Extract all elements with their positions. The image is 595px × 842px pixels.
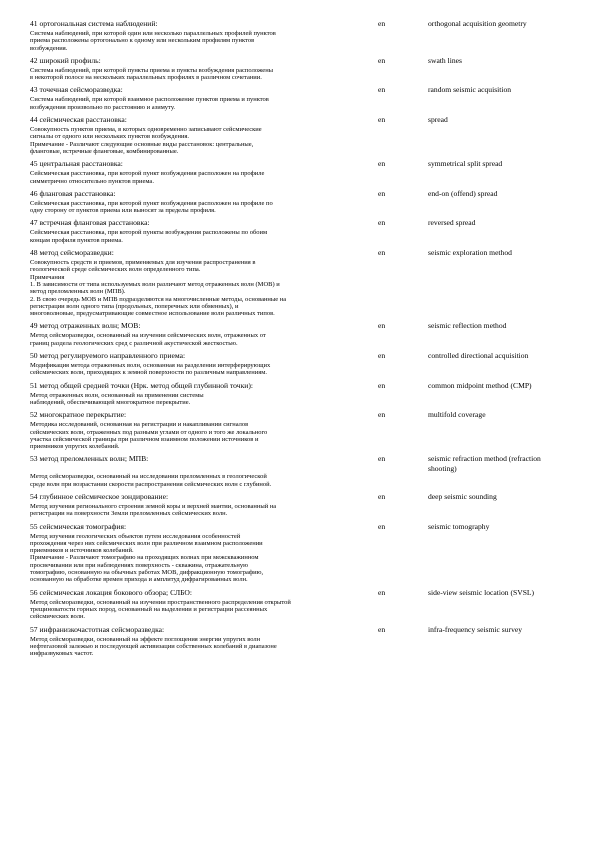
definition-line: метод преломленных волн (МПВ).: [30, 288, 126, 296]
term-title: 42 широкий профиль:: [30, 55, 101, 65]
definition-line: участка сейсмической границы при различном взаимном положении источников и: [30, 435, 259, 443]
glossary-entry: [30, 247, 570, 317]
term-definition: [30, 332, 374, 347]
definition-line: регистрации волн одного типа (продольных, поперечных или обменных), и: [30, 302, 239, 310]
language-code: en: [378, 115, 386, 125]
glossary-entry: [30, 158, 570, 185]
definition-line: возбуждения.: [30, 44, 68, 52]
english-equivalent: end-on (offend) spread: [428, 188, 498, 198]
definition-line: сейсмических волн.: [30, 613, 86, 621]
glossary-entry: [30, 380, 570, 407]
english-equivalent: seismic exploration method: [428, 248, 512, 258]
definition-line: просвечивании или при наблюдениях поверхность - скважина, отражательную: [30, 561, 248, 569]
entry-heading-row: [30, 217, 570, 229]
definition-line: основанную на обработке времен прихода и амплитуд дифрагированных волн.: [30, 576, 248, 584]
definition-line: одну сторону от пунктов приема или выносят за пределы профиля.: [30, 207, 216, 215]
term-title: 49 метод отраженных волн; МОВ:: [30, 321, 141, 331]
definition-line: наблюдений, обеспечивающей многократное перекрытие.: [30, 398, 191, 406]
entry-heading-row: [30, 521, 570, 533]
term-title: 45 центральная расстановка:: [30, 159, 123, 169]
term-definition: [30, 533, 374, 584]
term-title: 57 инфранизкочастотная сейсморазведка:: [30, 624, 165, 634]
entry-heading-row: [30, 18, 570, 30]
definition-line: 2. В свою очередь МОВ и МПВ подразделяются на многочисленные методы, основанные на: [30, 295, 287, 303]
language-code: en: [378, 380, 386, 390]
glossary-entry: [30, 409, 570, 450]
english-equivalent: symmetrical split spread: [428, 159, 503, 169]
glossary-entry: [30, 18, 570, 52]
term-definition: [30, 392, 374, 407]
definition-line: Совокупность пунктов приема, в которых одновременно записывают сейсмические: [30, 126, 262, 134]
definition-line: Система наблюдений, при которой взаимное расположение пунктов приема и пунктов: [30, 96, 269, 104]
english-equivalent: seismic reflection method: [428, 321, 507, 331]
term-definition: [30, 126, 374, 155]
language-code: en: [378, 454, 386, 464]
definition-line: трещиноватости горных пород, основанный на выделении и регистрации рассеянных: [30, 605, 268, 613]
definition-line: симметрично относительно пунктов приема.: [30, 177, 154, 185]
term-definition: [30, 170, 374, 185]
term-title: 55 сейсмическая томография:: [30, 521, 127, 531]
definition-line: Метод изучения регионального строения земной коры и верхней мантии, основанный на: [30, 502, 277, 510]
english-equivalent: side-view seismic location (SVSL): [428, 587, 535, 597]
glossary-entries: [30, 18, 570, 660]
term-definition: [30, 636, 374, 658]
definition-line: возбуждения произвольно по расстоянию и азимуту.: [30, 103, 176, 111]
term-definition: [30, 96, 374, 111]
definition-line: сейсмических волн, приходящих к земной поверхности по различным направлениям.: [30, 369, 267, 377]
definition-line: томографию, основанную на обычных работах МОВ, дифракционную томографию,: [30, 569, 264, 577]
definition-line: Примечания: [30, 273, 65, 281]
definition-line: Метод сейсморазведки, основанный на изучении пространственного распределения открытой: [30, 598, 291, 606]
definition-line: многоволновые, предусматривающие совместное использование волн различных типов.: [30, 310, 275, 318]
glossary-entry: [30, 217, 570, 244]
entry-heading-row: [30, 491, 570, 503]
glossary-entry: [30, 453, 570, 488]
definition-line: инфразвуковых частот.: [30, 650, 94, 658]
english-equivalent: seismic refraction method (refraction shooting): [428, 454, 541, 473]
entry-heading-row: [30, 247, 570, 259]
definition-line: нефтегазовой залежью и последующей активизации собственных колебаний в диапазоне: [30, 642, 277, 650]
entry-heading-row: [30, 188, 570, 200]
term-title: 51 метод общей средней точки (Нрк. метод общей глубинной точки):: [30, 380, 253, 390]
language-code: en: [378, 85, 386, 95]
entry-heading-row: [30, 453, 570, 473]
language-code: en: [378, 587, 386, 597]
definition-line: Метод сейсморазведки, основанный на эффекте поглощения энергии упругих волн: [30, 635, 261, 643]
term-title: 46 фланговая расстановка:: [30, 188, 116, 198]
definition-line: геологической среде сейсмических волн определенного типа.: [30, 266, 201, 274]
definition-line: регистрации на поверхности Земли преломленных сейсмических волн.: [30, 510, 228, 518]
english-equivalent: infra-frequency seismic survey: [428, 624, 523, 634]
english-equivalent: orthogonal acquisition geometry: [428, 19, 527, 28]
language-code: en: [378, 410, 386, 420]
entry-heading-row: [30, 409, 570, 421]
english-equivalent: reversed spread: [428, 218, 476, 228]
term-definition: [30, 473, 374, 488]
definition-line: прохождения через них сейсмических волн при различном взаимном расположении: [30, 539, 263, 547]
term-title: 41 ортогональная система наблюдений:: [30, 19, 158, 28]
glossary-entry: [30, 320, 570, 347]
definition-line: Методика исследований, основанная на регистрации и накапливании сигналов: [30, 421, 249, 429]
term-title: 47 встречная фланговая расстановка:: [30, 218, 150, 228]
english-equivalent: random seismic acquisition: [428, 85, 512, 95]
language-code: en: [378, 351, 386, 361]
language-code: en: [378, 521, 386, 531]
english-equivalent: controlled directional acquisition: [428, 351, 529, 361]
term-title: 44 сейсмическая расстановка:: [30, 115, 127, 125]
entry-heading-row: [30, 587, 570, 599]
english-equivalent: seismic tomography: [428, 521, 490, 531]
term-definition: [30, 503, 374, 518]
definition-line: Метод сейсморазведки, основанный на изучении сейсмических волн, отраженных от: [30, 332, 266, 340]
language-code: en: [378, 218, 386, 228]
glossary-entry: [30, 587, 570, 621]
term-definition: [30, 200, 374, 215]
term-title: 52 многократное перекрытие:: [30, 410, 127, 420]
definition-line: Система наблюдений, при которой пункты приема и пункты возбуждения расположены: [30, 66, 274, 74]
english-equivalent: deep seismic sounding: [428, 491, 497, 501]
definition-line: Метод отраженных волн, основанный на применении системы: [30, 391, 204, 399]
definition-line: сейсмических волн, отраженных под разными углами от одного и того же локального: [30, 428, 268, 436]
language-code: en: [378, 624, 386, 634]
definition-line: Модификация метода отраженных волн, основанная на разделении интерферирующих: [30, 362, 271, 370]
definition-line: Сейсмическая расстановка, при которой пункты возбуждения расположены по обоим: [30, 229, 268, 237]
definition-line: Метод изучения геологических объектов путем исследования особенностей: [30, 532, 241, 540]
language-code: en: [378, 188, 386, 198]
definition-line: Система наблюдений, при которой один или несколько параллельных профилей пунктов: [30, 30, 276, 37]
entry-heading-row: [30, 624, 570, 636]
language-code: en: [378, 19, 386, 28]
definition-line: Совокупность средств и приемов, применяемых для изучения распространения в: [30, 259, 256, 267]
definition-line: Метод сейсморазведки, основанный на исследовании преломленных в геологической: [30, 473, 267, 481]
language-code: en: [378, 55, 386, 65]
definition-line: Сейсмическая расстановка, при которой пункт возбуждения расположен на профиле по: [30, 199, 273, 207]
term-definition: [30, 67, 374, 82]
definition-line: в некоторой полосе на нескольких параллельных профилях в различном сочетании.: [30, 74, 262, 82]
term-title: 43 точечная сейсморазведка:: [30, 85, 123, 95]
language-code: en: [378, 491, 386, 501]
definition-line: приемников упругих колебаний.: [30, 443, 120, 451]
term-title: 50 метод регулируемого направленного приема:: [30, 351, 186, 361]
glossary-entry: [30, 521, 570, 584]
glossary-entry: [30, 491, 570, 518]
entry-heading-row: [30, 158, 570, 170]
entry-heading-row: [30, 114, 570, 126]
language-code: en: [378, 248, 386, 258]
entry-heading-row: [30, 55, 570, 67]
glossary-entry: [30, 84, 570, 111]
english-equivalent: multifold coverage: [428, 410, 486, 420]
definition-line: Примечание - Различают томографию на проходящих волнах при межскважинном: [30, 554, 259, 562]
definition-line: приема расположены ортогонально к одному или нескольким профилям пунктов: [30, 37, 255, 45]
definition-line: концам профиля пунктов приема.: [30, 236, 123, 244]
entry-heading-row: [30, 320, 570, 332]
term-title: 53 метод преломленных волн; МПВ:: [30, 454, 149, 464]
definition-line: фланговые, встречные фланговые, комбинированные.: [30, 147, 179, 155]
term-definition: [30, 259, 374, 317]
glossary-entry: [30, 114, 570, 155]
term-definition: [30, 599, 374, 621]
glossary-entry: [30, 624, 570, 658]
term-title: 54 глубинное сейсмическое зондирование:: [30, 491, 169, 501]
definition-line: приемников и источников колебаний.: [30, 547, 134, 555]
english-equivalent: swath lines: [428, 55, 462, 65]
definition-line: Примечание - Различают следующие основные виды расстановок: центральные,: [30, 140, 254, 148]
definition-line: Сейсмическая расстановка, при которой пункт возбуждения расположен на профиле: [30, 170, 265, 178]
english-equivalent: common midpoint method (CMP): [428, 380, 532, 390]
english-equivalent: spread: [428, 115, 448, 125]
language-code: en: [378, 321, 386, 331]
glossary-entry: [30, 55, 570, 82]
term-title: 48 метод сейсморазведки:: [30, 248, 114, 258]
definition-line: границ раздела геологических сред с различной акустической жесткостью.: [30, 339, 238, 347]
term-definition: [30, 30, 374, 52]
term-definition: [30, 229, 374, 244]
entry-heading-row: [30, 350, 570, 362]
entry-heading-row: [30, 84, 570, 96]
definition-line: среде волн при возрастании скорости распространения сейсмических волн с глубиной.: [30, 480, 272, 488]
glossary-entry: [30, 350, 570, 377]
term-definition: [30, 362, 374, 377]
definition-line: 1. В зависимости от типа используемых волн различают метод отраженных волн (МОВ) и: [30, 280, 280, 288]
language-code: en: [378, 159, 386, 169]
definition-line: сигналы от одного или нескольких пунктов возбуждения.: [30, 133, 190, 141]
glossary-entry: [30, 188, 570, 215]
term-title: 56 сейсмическая локация бокового обзора; СЛБО:: [30, 587, 192, 597]
term-definition: [30, 421, 374, 450]
entry-heading-row: [30, 380, 570, 392]
